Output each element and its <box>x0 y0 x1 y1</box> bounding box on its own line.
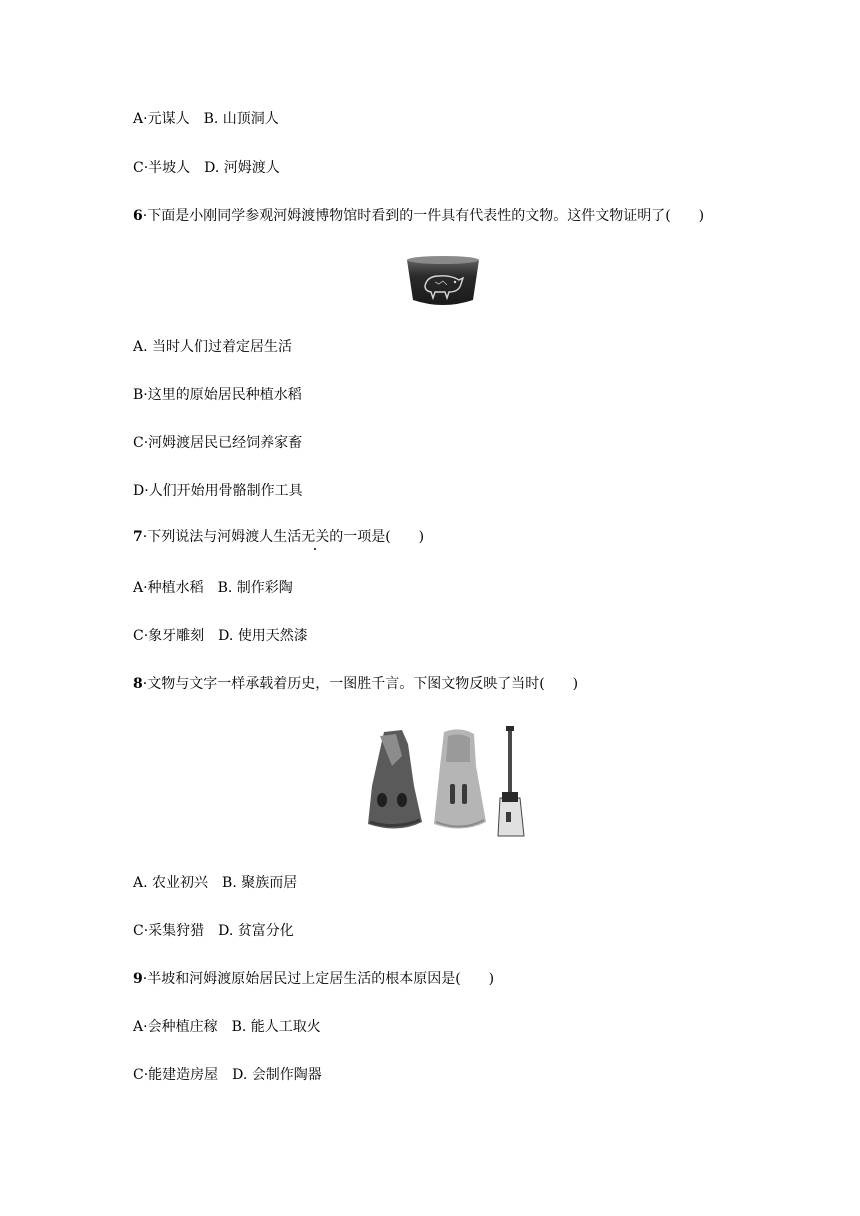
q7-option-row-2: C·象牙雕刻 D. 使用天然漆 <box>133 628 308 644</box>
q5-option-c: 半坡人 <box>148 160 191 176</box>
q6-option-d: D·人们开始用骨骼制作工具 <box>133 483 303 499</box>
q5-option-d: 河姆渡人 <box>223 160 280 176</box>
q6-option-b: B·这里的原始居民种植水稻 <box>133 387 302 403</box>
q5-option-b: 山顶洞人 <box>222 111 279 127</box>
q6-option-a: A. 当时人们过着定居生活 <box>133 339 293 355</box>
q5-option-row-2: C·半坡人 D. 河姆渡人 <box>133 160 280 176</box>
q5-option-row-1: A·元谋人 B. 山顶洞人 <box>133 111 279 127</box>
q8-stem: 8·文物与文字一样承载着历史，一图胜千言。下图文物反映了当时( ) <box>133 676 579 692</box>
q5-option-a: 元谋人 <box>147 111 190 127</box>
q9-option-row-1: A·会种植庄稼 B. 能人工取火 <box>133 1019 321 1035</box>
q9-option-row-2: C·能建造房屋 D. 会制作陶器 <box>133 1067 322 1083</box>
q6-option-c: C·河姆渡居民已经饲养家畜 <box>133 435 303 451</box>
q9-stem: 9·半坡和河姆渡原始居民过上定居生活的根本原因是( ) <box>133 971 495 987</box>
bone-spade-artifacts-image <box>362 726 526 838</box>
q7-stem: 7·下列说法与河姆渡人生活无关的一项是( ) <box>133 529 425 545</box>
q6-stem: 6·下面是小刚同学参观河姆渡博物馆时看到的一件具有代表性的文物。这件文物证明了( ) <box>133 208 705 224</box>
q7-option-row-1: A·种植水稻 B. 制作彩陶 <box>133 580 293 596</box>
emphasis-text: 无关 <box>301 529 330 545</box>
q8-option-row-1: A. 农业初兴 B. 聚族而居 <box>133 875 298 891</box>
pig-bowl-artifact-image <box>405 254 481 310</box>
q8-option-row-2: C·采集狩猎 D. 贫富分化 <box>133 923 294 939</box>
